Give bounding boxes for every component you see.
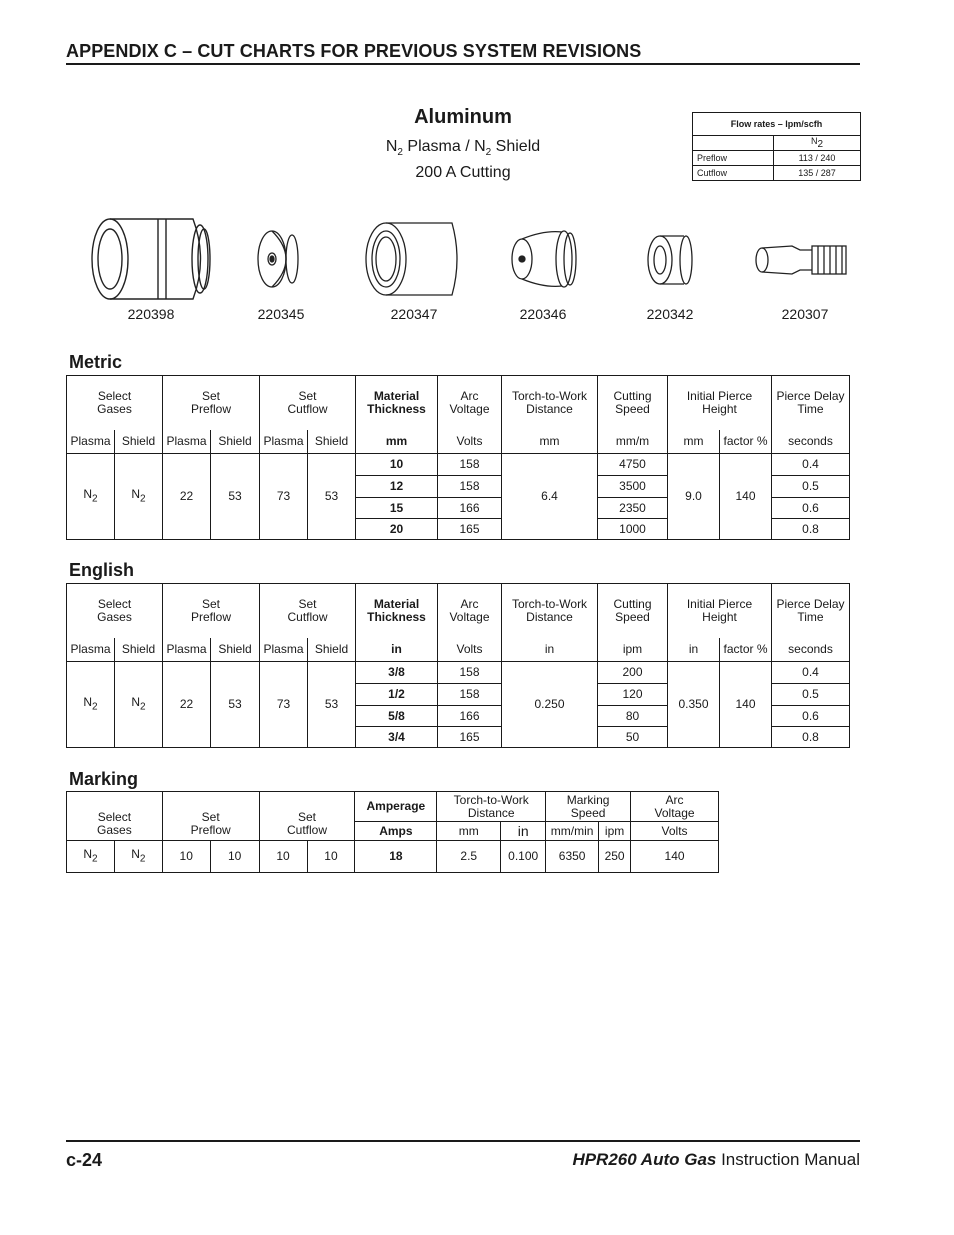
col-torch-to-work: Torch-to-Work Distance [502,376,598,430]
flow-header: Flow rates – lpm/scfh [693,113,861,136]
flow-value: 135 / 287 [774,166,861,181]
thickness: 20 [356,519,438,540]
unit: factor % [720,638,772,662]
arc-voltage: 165 [438,519,502,540]
marking-table [66,791,719,873]
arc-voltage: 165 [438,727,502,748]
unit-mm-min: mm/min [546,822,599,841]
unit: Shield [308,430,356,454]
cut-speed: 2350 [598,498,668,519]
unit: mm/m [598,430,668,454]
pierce-delay: 0.5 [772,476,850,498]
unit: Shield [211,430,260,454]
thickness: 10 [356,454,438,476]
distance-in: 0.100 [501,841,546,873]
plasma-gas: $N_2$ [67,662,115,748]
pierce-height: 0.350 [668,662,720,748]
nozzle-drawing [504,226,578,292]
english-table [66,583,850,748]
unit: seconds [772,430,850,454]
preflow-shield: 53 [211,662,260,748]
col-marking-speed: Marking Speed [546,792,631,822]
shield-gas: $N_2$ [115,454,163,540]
cut-speed: 4750 [598,454,668,476]
col-amperage: Amperage [355,792,437,822]
col-initial-pierce: Initial Pierce Height [668,584,772,638]
marking-heading: Marking [69,769,139,789]
col-pierce-delay: Pierce Delay Time [772,376,850,430]
col-set-preflow: Set Preflow [162,792,259,841]
thickness: 12 [356,476,438,498]
col-material-thickness: Material Thickness [356,584,438,638]
metric-table [66,375,850,540]
amps-value: 18 [355,841,437,873]
page-number: c-24 [66,1150,103,1170]
cutflow-plasma: 10 [259,841,307,873]
part-number: 220346 [519,306,567,322]
arc-voltage: 166 [438,498,502,519]
part-number: 220342 [646,306,694,322]
pierce-delay: 0.8 [772,727,850,748]
unit: Plasma [260,638,308,662]
col-set-preflow: Set Preflow [163,584,260,638]
preflow-plasma: 22 [163,662,211,748]
cut-speed: 120 [598,684,668,706]
shield-cap-drawing [252,228,308,290]
arc-voltage: 158 [438,684,502,706]
col-arc-voltage: Arc Voltage [631,792,719,822]
pierce-delay: 0.5 [772,684,850,706]
distance-mm: 2.5 [437,841,501,873]
unit: Shield [308,638,356,662]
pierce-delay: 0.6 [772,498,850,519]
unit-amps: Amps [355,822,437,841]
unit: in [502,638,598,662]
speed-mm-min: 6350 [546,841,599,873]
page-header-title: APPENDIX C – CUT CHARTS FOR PREVIOUS SYSTEM REVISIONS [66,41,642,61]
plasma-gas: $N_2$ [67,841,115,873]
cutflow-shield: 10 [307,841,355,873]
unit-volts: Volts [631,822,719,841]
gas-subtitle: $N_2$ Plasma / $N_2$ Shield [385,138,541,159]
unit: Volts [438,638,502,662]
cut-speed: 50 [598,727,668,748]
col-pierce-delay: Pierce Delay Time [772,584,850,638]
col-select-gases: Select Gases [67,376,163,430]
unit: mm [356,430,438,454]
shield-gas: $N_2$ [115,662,163,748]
thickness: 3/8 [356,662,438,684]
english-heading: English [69,560,135,580]
cutflow-shield: 53 [308,662,356,748]
unit: factor % [720,430,772,454]
flow-label: Cutflow [693,166,774,181]
unit: Plasma [67,638,115,662]
pierce-delay: 0.4 [772,454,850,476]
pierce-delay: 0.6 [772,706,850,727]
arc-voltage: 158 [438,476,502,498]
thickness: 1/2 [356,684,438,706]
torch-distance: 0.250 [502,662,598,748]
arc-voltage: 140 [631,841,719,873]
cut-speed: 80 [598,706,668,727]
cutflow-shield: 53 [308,454,356,540]
col-select-gases: Select Gases [67,584,163,638]
arc-voltage: 158 [438,454,502,476]
part-number: 220347 [390,306,438,322]
part-number: 220307 [781,306,829,322]
col-torch-to-work: Torch-to-Work Distance [437,792,546,822]
preflow-plasma: 10 [162,841,210,873]
torch-distance: 6.4 [502,454,598,540]
footer-rule [66,1140,860,1142]
arc-voltage: 166 [438,706,502,727]
part-number: 220398 [127,306,175,322]
pierce-factor: 140 [720,454,772,540]
flow-rates-table [692,112,861,181]
unit: in [668,638,720,662]
pierce-delay: 0.4 [772,662,850,684]
unit: Plasma [67,430,115,454]
unit: ipm [598,638,668,662]
preflow-shield: 10 [210,841,259,873]
preflow-plasma: 22 [163,454,211,540]
unit: seconds [772,638,850,662]
pierce-delay: 0.8 [772,519,850,540]
pierce-factor: 140 [720,662,772,748]
col-cutting-speed: Cutting Speed [598,376,668,430]
col-arc-voltage: Arc Voltage [438,584,502,638]
unit: Shield [115,430,163,454]
electrode-drawing [752,240,854,280]
preflow-shield: 53 [211,454,260,540]
col-set-cutflow: Set Cutflow [260,376,356,430]
unit: Shield [211,638,260,662]
col-set-cutflow: Set Cutflow [259,792,355,841]
unit: mm [668,430,720,454]
unit: Plasma [260,430,308,454]
unit: mm [502,430,598,454]
cutflow-plasma: 73 [260,662,308,748]
speed-ipm: 250 [599,841,631,873]
shield-gas: $N_2$ [114,841,162,873]
unit-ipm: ipm [599,822,631,841]
thickness: 15 [356,498,438,519]
unit: Shield [115,638,163,662]
metric-heading: Metric [69,352,123,372]
col-arc-voltage: Arc Voltage [438,376,502,430]
plasma-gas: $N_2$ [67,454,115,540]
flow-gas: $N_2$ [774,136,861,151]
unit: Plasma [163,638,211,662]
retaining-cap-drawing [362,218,466,300]
col-set-preflow: Set Preflow [163,376,260,430]
flow-label: Preflow [693,151,774,166]
swirl-ring-drawing [644,232,696,288]
unit: Plasma [163,430,211,454]
col-torch-to-work: Torch-to-Work Distance [502,584,598,638]
unit: Volts [438,430,502,454]
material-title: Aluminum [414,106,512,128]
col-select-gases: Select Gases [67,792,163,841]
col-cutting-speed: Cutting Speed [598,584,668,638]
part-number: 220345 [257,306,305,322]
col-initial-pierce: Initial Pierce Height [668,376,772,430]
unit: in [356,638,438,662]
shield-part-drawing [88,213,214,303]
unit-in: in [501,822,546,841]
cut-speed: 200 [598,662,668,684]
flow-value: 113 / 240 [774,151,861,166]
manual-title: HPR260 Auto Gas Instruction Manual [572,1150,860,1169]
header-rule [66,63,860,65]
cutflow-plasma: 73 [260,454,308,540]
unit-mm: mm [437,822,501,841]
cut-speed: 3500 [598,476,668,498]
thickness: 3/4 [356,727,438,748]
cut-speed: 1000 [598,519,668,540]
thickness: 5/8 [356,706,438,727]
flow-blank [693,136,774,151]
arc-voltage: 158 [438,662,502,684]
col-set-cutflow: Set Cutflow [260,584,356,638]
pierce-height: 9.0 [668,454,720,540]
process-subtitle: 200 A Cutting [415,164,511,181]
col-material-thickness: Material Thickness [356,376,438,430]
